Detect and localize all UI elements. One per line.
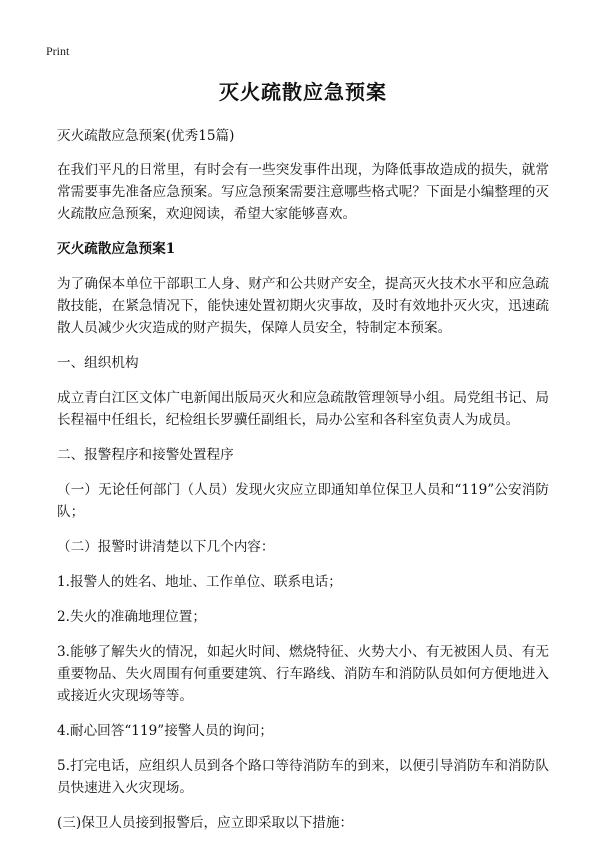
list-item: 1.报警人的姓名、地址、工作单位、联系电话； <box>57 574 342 590</box>
list-item: 5.打完电话，应组织人员到各个路口等待消防车的到来，以便引导消防车和消防队员快速进入火灾现场。 <box>57 758 549 796</box>
list-item: 3.能够了解失火的情况，如起火时间、燃烧特征、火势大小、有无被困人员、有无重要物品、失火周围有何重要建筑、行车路线、消防车和消防队员如何方便地进入或接近火灾现场等等。 <box>57 644 549 704</box>
alarm-step-2: （二）报警时讲清楚以下几个内容： <box>57 539 275 555</box>
purpose-paragraph: 为了确保本单位干部职工人身、财产和公共财产安全，提高灭火技术水平和应急疏散技能，在紧急情况下，能快速处置初期火灾事故，及时有效地扑灭火灾，迅速疏散人员减少火灾造成的财产损失，保障人员安全，特制定本预案。 <box>57 276 549 336</box>
section-heading: 灭火疏散应急预案1 <box>57 241 176 257</box>
print-label: Print <box>46 44 70 58</box>
list-item: 2.失火的准确地理位置； <box>57 609 206 625</box>
alarm-heading: 二、报警程序和接警处置程序 <box>57 447 234 463</box>
org-paragraph: 成立青白江区文体广电新闻出版局灭火和应急疏散管理领导小组。局党组书记、局长程福中任组长，纪检组长罗骥任副组长，局办公室和各科室负责人为成员。 <box>57 390 549 428</box>
list-item: 4.耐心回答“119”接警人员的询问； <box>57 723 273 739</box>
page-title: 灭火疏散应急预案 <box>219 80 387 104</box>
document-subtitle: 灭火疏散应急预案(优秀15篇) <box>57 128 235 144</box>
org-heading: 一、组织机构 <box>57 355 139 371</box>
intro-paragraph: 在我们平凡的日常里，有时会有一些突发事件出现，为降低事故造成的损失，就常常需要事先准备应急预案。写应急预案需要注意哪些格式呢？下面是小编整理的灭火疏散应急预案，欢迎阅读，希望大家能够喜欢。 <box>57 162 549 222</box>
document-body <box>57 76 549 847</box>
alarm-step-1: （一）无论任何部门（人员）发现火灾应立即通知单位保卫人员和“119”公安消防队； <box>57 482 549 520</box>
alarm-step-3: (三)保卫人员接到报警后，应立即采取以下措施： <box>57 815 354 831</box>
